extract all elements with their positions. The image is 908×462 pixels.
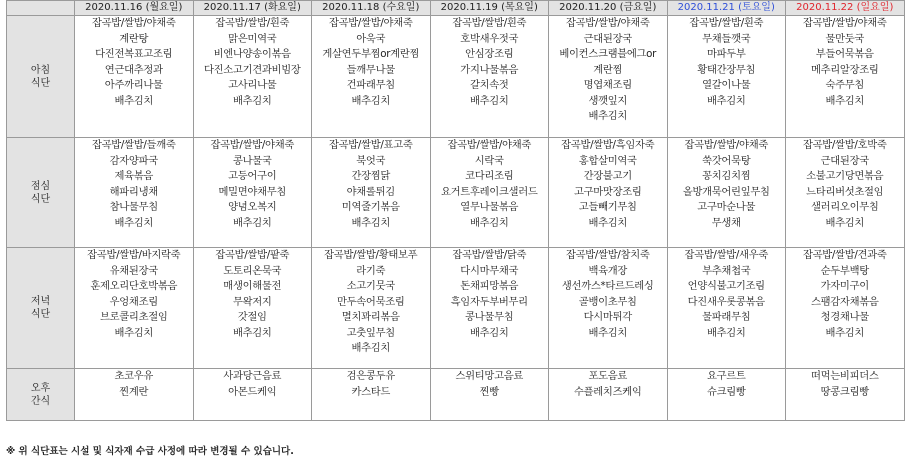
menu-item: 잡곡밥/쌀밥/야채죽 (684, 139, 768, 151)
menu-cell (75, 369, 194, 421)
menu-item: 물파래무침 (702, 311, 751, 323)
menu-cell (312, 248, 431, 369)
menu-item: 맑은미역국 (228, 32, 277, 45)
menu-item: 부추채첩국 (702, 264, 751, 277)
menu-item: 브로콜리초절임 (99, 311, 168, 323)
menu-item: 근대된장국 (583, 32, 632, 45)
menu-item: 카스타드 (351, 385, 391, 398)
menu-cell (430, 248, 549, 369)
menu-item: 코다리조림 (465, 170, 514, 182)
menu-cell (549, 16, 668, 138)
menu-item: 요구르트 (706, 370, 746, 382)
menu-cell (193, 16, 312, 138)
menu-item: 스위티망고음료 (455, 370, 524, 382)
menu-item: 골뱅이초무침 (578, 295, 637, 308)
menu-cell (193, 138, 312, 248)
menu-item: 게살연두부찜or계란찜 (322, 48, 420, 60)
day-header-sun: 2020.11.22 (일요일) (786, 1, 905, 16)
menu-cell (75, 16, 194, 138)
menu-item: 무왁저지 (232, 295, 272, 308)
menu-item: 미역줄기볶음 (341, 201, 400, 213)
menu-cell (786, 16, 905, 138)
menu-item: 다진소고기견과비빔장 (204, 63, 301, 76)
menu-item: 콩나물국 (232, 154, 272, 167)
menu-item: 배추김치 (825, 326, 865, 339)
menu-item: 명엽채조림 (583, 79, 632, 91)
menu-cell (786, 138, 905, 248)
menu-item: 아욱국 (356, 32, 386, 45)
menu-item: 생깻잎지 (588, 94, 628, 107)
menu-item: 올방개묵어린잎무침 (682, 185, 770, 198)
menu-item: 도토리온묵국 (223, 264, 282, 277)
menu-item: 초코우유 (114, 370, 154, 382)
menu-item: 샐러리오이무침 (810, 201, 879, 213)
menu-item: 배추김치 (825, 216, 865, 229)
menu-item: 고구마순나물 (697, 201, 756, 213)
menu-item: 해파리냉채 (109, 185, 158, 198)
menu-item: 잡곡밥/쌀밥/닭죽 (452, 249, 527, 261)
menu-item: 잡곡밥/쌀밥/야채죽 (328, 17, 413, 29)
menu-item: 배추김치 (351, 342, 391, 354)
menu-change-note: ※ 위 식단표는 시설 및 식자재 수급 사정에 따라 변경될 수 있습니다. (6, 446, 294, 457)
menu-cell (193, 248, 312, 369)
menu-item: 다시마무채국 (460, 264, 519, 277)
weekly-meal-table (6, 0, 905, 421)
menu-item: 배추김치 (232, 216, 272, 229)
menu-item: 땅콩크림빵 (820, 385, 869, 398)
menu-item: 배추김치 (351, 94, 391, 107)
menu-item: 잡곡밥/쌀밥/야채죽 (91, 17, 176, 29)
menu-item: 콩나물무침 (465, 311, 514, 323)
menu-item: 아주까리나물 (104, 79, 163, 91)
menu-item: 잡곡밥/쌀밥/바지락죽 (87, 249, 181, 261)
meal-label-text: 간식 (30, 395, 51, 407)
meal-label-text: 식단 (30, 193, 51, 205)
menu-item: 소고기뭇국 (346, 280, 395, 292)
menu-item: 배추김치 (588, 110, 628, 122)
menu-cell (786, 248, 905, 369)
menu-item: 느타리버섯초절임 (806, 185, 884, 198)
menu-item: 스팸감자채볶음 (810, 295, 879, 308)
menu-item: 북엇국 (356, 154, 386, 167)
menu-item: 배추김치 (469, 326, 509, 339)
menu-item: 검은콩두유 (346, 370, 395, 382)
menu-item: 돈채피망볶음 (460, 280, 519, 292)
menu-item: 황태간장무침 (697, 63, 756, 76)
menu-item: 배추김치 (469, 94, 509, 107)
menu-item: 가자미구이 (820, 280, 869, 292)
menu-cell (786, 369, 905, 421)
menu-item: 간장찜닭 (351, 170, 391, 182)
menu-cell (430, 138, 549, 248)
menu-item: 다진전복표고조림 (95, 48, 173, 60)
menu-item: 배추김치 (114, 216, 154, 229)
meal-label-text: 저녁 (30, 296, 51, 307)
menu-cell (549, 248, 668, 369)
menu-item: 배추김치 (114, 94, 154, 107)
day-header-thu: 2020.11.19 (목요일) (430, 1, 549, 16)
menu-item: 포도음료 (588, 370, 628, 382)
menu-item: 양념오복지 (228, 201, 277, 213)
menu-cell (667, 369, 786, 421)
menu-item: 참나물무침 (109, 201, 158, 213)
menu-item: 무생채 (711, 216, 741, 229)
menu-item: 고사리나물 (228, 79, 277, 91)
menu-item: 잡곡밥/쌀밥/야채죽 (802, 17, 887, 29)
menu-cell (430, 16, 549, 138)
menu-cell (312, 16, 431, 138)
menu-item: 배추김치 (232, 326, 272, 339)
menu-item: 찐빵 (479, 385, 499, 398)
day-header-sat: 2020.11.21 (토요일) (667, 1, 786, 16)
day-header-fri: 2020.11.20 (금요일) (549, 1, 668, 16)
menu-item: 잡곡밥/쌀밥/야채죽 (447, 139, 531, 151)
menu-item: 잡곡밥/쌀밥/야채죽 (565, 17, 650, 29)
menu-item: 꽁치김치찜 (702, 170, 751, 182)
menu-item: 갈치속젓 (469, 79, 509, 91)
menu-item: 베이컨스크램블에그or (559, 48, 657, 60)
menu-item: 호박새우젓국 (460, 32, 519, 45)
menu-item: 연근대추정과 (104, 63, 163, 76)
breakfast-row (7, 16, 905, 138)
menu-item: 멸치꽈리볶음 (341, 311, 400, 323)
menu-cell (667, 248, 786, 369)
menu-item: 요거트후레이크샐러드 (441, 185, 538, 198)
menu-item: 고춧잎무침 (346, 326, 395, 339)
menu-item: 들깨무나물 (346, 63, 395, 76)
corner-cell (7, 1, 75, 16)
menu-item: 배추김치 (588, 216, 628, 229)
menu-item: 잡곡밥/쌀밥/견과죽 (802, 249, 887, 261)
menu-item: 언양식불고기조림 (687, 280, 765, 292)
day-header-wed: 2020.11.18 (수요일) (312, 1, 431, 16)
menu-item: 잡곡밥/쌀밥/흰죽 (689, 17, 764, 29)
menu-item: 고구마맛장조림 (573, 185, 642, 198)
meal-label (7, 248, 75, 369)
menu-cell (667, 138, 786, 248)
meal-label (7, 369, 75, 421)
menu-item: 비엔나양송이볶음 (213, 48, 291, 60)
menu-item: 잡곡밥/쌀밥/표고죽 (328, 139, 413, 151)
menu-item: 매생이해물전 (223, 280, 282, 292)
menu-item: 배추김치 (351, 216, 391, 229)
menu-item: 찐계란 (119, 385, 149, 398)
menu-item: 잡곡밥/쌀밥/참치죽 (565, 249, 650, 261)
menu-cell (549, 369, 668, 421)
menu-cell (312, 369, 431, 421)
menu-item: 배추김치 (825, 94, 865, 107)
menu-item: 쑥갓어묵탕 (702, 154, 751, 167)
meal-label-text: 아침 (30, 64, 51, 76)
menu-cell (430, 369, 549, 421)
menu-item: 배추김치 (469, 216, 509, 229)
menu-item: 다시마튀각 (583, 311, 632, 323)
menu-item: 메추리알장조림 (810, 63, 879, 76)
snack-row (7, 369, 905, 421)
menu-item: 훈제오리단호박볶음 (90, 280, 178, 292)
menu-item: 무채들깻국 (702, 32, 751, 45)
menu-item: 잡곡밥/쌀밥/흰죽 (452, 17, 527, 29)
menu-item: 야채롤튀김 (346, 185, 395, 198)
menu-item: 잡곡밥/쌀밥/호박죽 (802, 139, 887, 151)
menu-cell (75, 138, 194, 248)
menu-item: 잡곡밥/쌀밥/들깨죽 (91, 139, 176, 151)
menu-item: 숙주무침 (825, 79, 865, 91)
meal-label-text: 식단 (30, 309, 51, 320)
menu-item: 부들어묵볶음 (815, 48, 874, 60)
menu-item: 계란탕 (119, 32, 149, 45)
menu-item: 잡곡밥/쌀밥/새우죽 (684, 249, 768, 261)
menu-item: 배추김치 (706, 94, 746, 107)
menu-item: 떠먹는비피더스 (810, 370, 879, 382)
menu-item: 감자양파국 (109, 154, 158, 167)
menu-item: 만두속어묵조림 (336, 295, 405, 308)
menu-item: 안심장조림 (465, 48, 514, 60)
day-header-tue: 2020.11.17 (화요일) (193, 1, 312, 16)
menu-item: 가지나물볶음 (460, 63, 519, 76)
date-header-row (7, 1, 905, 16)
day-header-mon: 2020.11.16 (월요일) (75, 1, 194, 16)
meal-label-text: 오후 (30, 382, 51, 394)
menu-item: 배추김치 (588, 326, 628, 339)
menu-item: 열무나물볶음 (460, 201, 519, 213)
menu-item: 배추김치 (232, 94, 272, 107)
menu-item: 마파두부 (706, 48, 746, 60)
menu-item: 수플레치즈케익 (573, 385, 642, 398)
menu-item: 제육볶음 (114, 170, 154, 182)
menu-item: 생선까스*타르드레싱 (561, 280, 654, 292)
menu-item: 백육개장 (588, 264, 628, 277)
menu-item: 계란찜 (593, 63, 623, 76)
menu-item: 잡곡밥/쌀밥/황태보푸 (324, 249, 418, 261)
menu-item: 잡곡밥/쌀밥/야채죽 (210, 139, 294, 151)
menu-item: 열갈이나물 (702, 79, 751, 91)
meal-label-text: 점심 (30, 180, 51, 192)
menu-item: 잡곡밥/쌀밥/흑임자죽 (561, 139, 655, 151)
meal-label (7, 16, 75, 138)
menu-item: 흑임자두부버무리 (450, 295, 528, 308)
menu-item: 우엉채조림 (109, 295, 158, 308)
menu-item: 고등어구이 (228, 170, 277, 182)
menu-item: 고들빼기무침 (578, 201, 637, 213)
menu-item: 배추김치 (114, 326, 154, 339)
dinner-row (7, 248, 905, 369)
menu-item: 아몬드케익 (228, 385, 277, 398)
menu-item: 청경채나물 (820, 311, 869, 323)
menu-item: 잡곡밥/쌀밥/흰죽 (215, 17, 290, 29)
menu-item: 시락국 (474, 154, 504, 167)
menu-item: 메밀면야채무침 (218, 185, 287, 198)
menu-item: 잡곡밥/쌀밥/팥죽 (215, 249, 290, 261)
menu-cell (667, 16, 786, 138)
menu-item: 홍합살미역국 (578, 154, 637, 167)
menu-cell (549, 138, 668, 248)
menu-cell (312, 138, 431, 248)
menu-item: 순두부백탕 (820, 264, 869, 277)
menu-item: 갓절임 (237, 311, 267, 323)
menu-cell (193, 369, 312, 421)
menu-item: 슈크림빵 (706, 385, 746, 398)
menu-item: 사과당근음료 (223, 370, 282, 382)
menu-item: 소불고기당면볶음 (806, 170, 884, 182)
menu-item: 다진새우롯콩볶음 (687, 295, 765, 308)
menu-item: 근대된장국 (820, 154, 869, 167)
meal-label-text: 식단 (30, 77, 51, 89)
menu-cell (75, 248, 194, 369)
lunch-row (7, 138, 905, 248)
meal-label (7, 138, 75, 248)
menu-item: 물만둣국 (825, 32, 865, 45)
menu-item: 건파래무침 (346, 79, 395, 91)
menu-item: 간장불고기 (583, 170, 632, 182)
menu-item: 라기죽 (356, 264, 386, 277)
menu-item: 유채된장국 (109, 264, 158, 277)
menu-item: 배추김치 (706, 326, 746, 339)
